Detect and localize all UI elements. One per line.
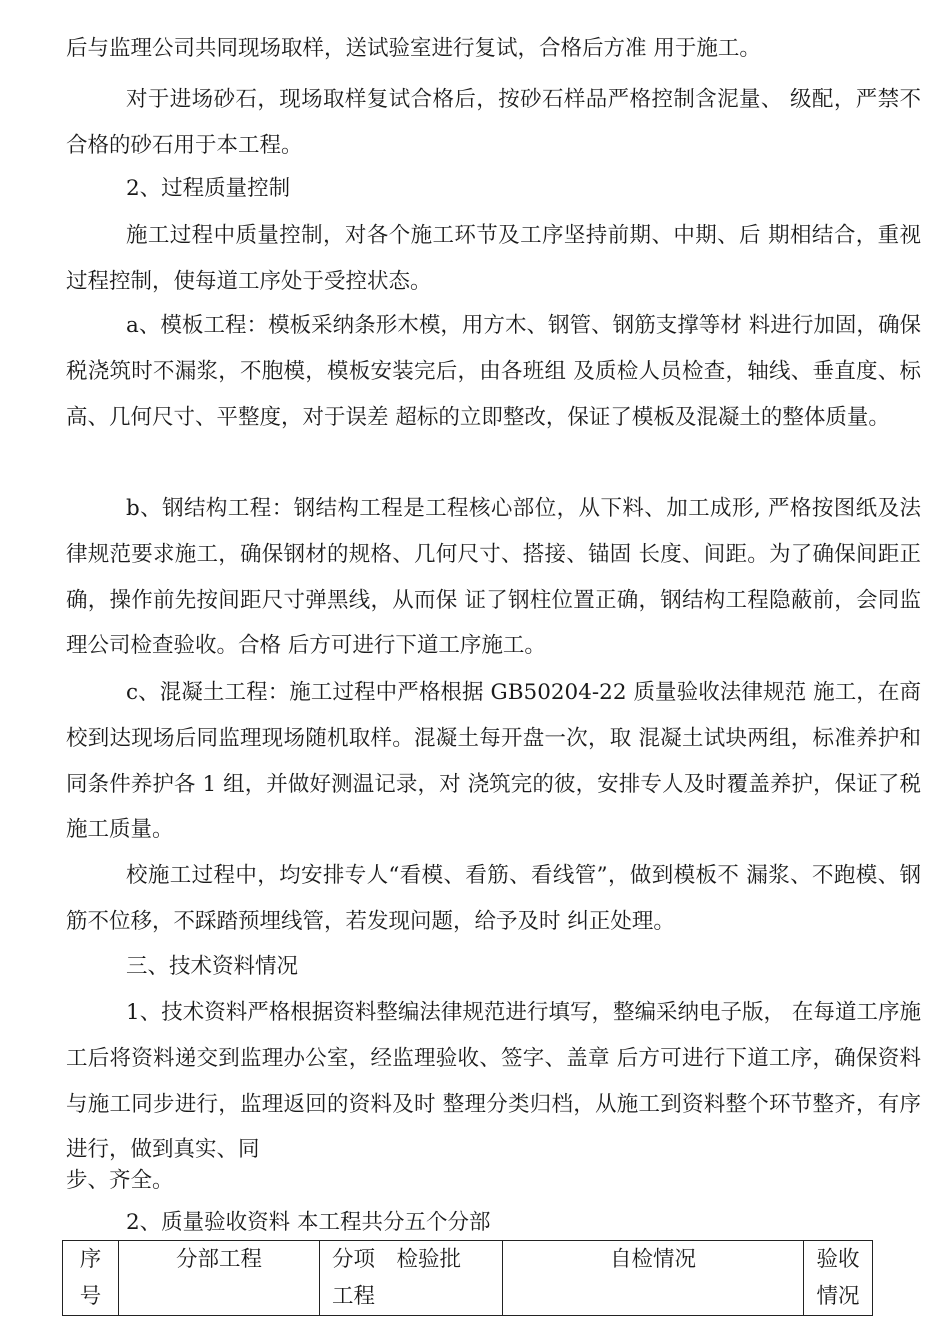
header-self-inspection: 自检情况 (503, 1241, 804, 1316)
header-serial-number: 序 号 (63, 1241, 119, 1316)
paragraph-technical-data: 1、技术资料严格根据资料整编法律规范进行填写，整编采纳电子版， 在每道工序施工后将资料递交到监理办公室，经监理验收、签字、盖章 后方可进行下道工序，确保资料与施工同步进行，监理返回的资料及时 整理分类归档，从施工到资料整个环节整齐，有序进行，做到真实、同 (66, 1000, 921, 1163)
acceptance-table (62, 1240, 873, 1316)
paragraph-continuation: 步、齐全。 (66, 1168, 174, 1193)
table-header-row (63, 1241, 873, 1316)
paragraph-3: 施工过程中质量控制，对各个施工环节及工序坚持前期、中期、后 期相结合，重视过程控制，使每道工序处于受控状态。 (66, 223, 921, 294)
header-subitem-batch: 分项 检验批 工程 (320, 1241, 503, 1316)
paragraph-2: 对于进场砂石，现场取样复试合格后，按砂石样品严格控制含泥量、 级配，严禁不合格的砂石用于本工程。 (66, 87, 921, 158)
paragraph-1: 后与监理公司共同现场取样，送试验室进行复试，合格后方准 用于施工。 (66, 36, 761, 61)
section-heading-process-quality: 2、过程质量控制 (126, 176, 291, 201)
header-division: 分部工程 (119, 1241, 320, 1316)
header-acceptance: 验收 情况 (804, 1241, 873, 1316)
section-heading-technical-data: 三、技术资料情况 (126, 954, 299, 979)
paragraph-inspection: 校施工过程中，均安排专人“看模、看筋、看线管”，做到模板不 漏浆、不跑模、钢筋不位移，不踩踏预埋线管，若发现问题，给予及时 纠正处理。 (66, 863, 921, 934)
section-heading-quality-acceptance: 2、质量验收资料 本工程共分五个分部 (126, 1210, 491, 1235)
paragraph-formwork: a、模板工程：模板采纳条形木模，用方木、钢管、钢筋支撑等材 料进行加固，确保税浇筑时不漏浆，不胞模，模板安装完后，由各班组 及质检人员检查，轴线、垂直度、标高、几何尺寸、平整度，对于误差 超标的立即整改，保证了模板及混凝土的整体质量。 (66, 313, 921, 430)
paragraph-steel-structure: b、钢结构工程：钢结构工程是工程核心部位，从下料、加工成形, 严格按图纸及法律规范要求施工，确保钢材的规格、几何尺寸、搭接、锚固 长度、间距。为了确保间距正确，操作前先按间距尺寸弹黑线，从而保 证了钢柱位置正确，钢结构工程隐蔽前，会同监理公司检查验收。合格 后方可进行下道工序施工。 (66, 496, 921, 659)
paragraph-concrete: c、混凝土工程：施工过程中严格根据 GB50204-22 质量验收法律规范 施工，在商校到达现场后同监理现场随机取样。混凝土每开盘一次，取 混凝土试块两组，标准养护和同条件养护各 1 组，并做好测温记录，对 浇筑完的彼，安排专人及时覆盖养护，保证了税施工质量。 (66, 680, 921, 843)
